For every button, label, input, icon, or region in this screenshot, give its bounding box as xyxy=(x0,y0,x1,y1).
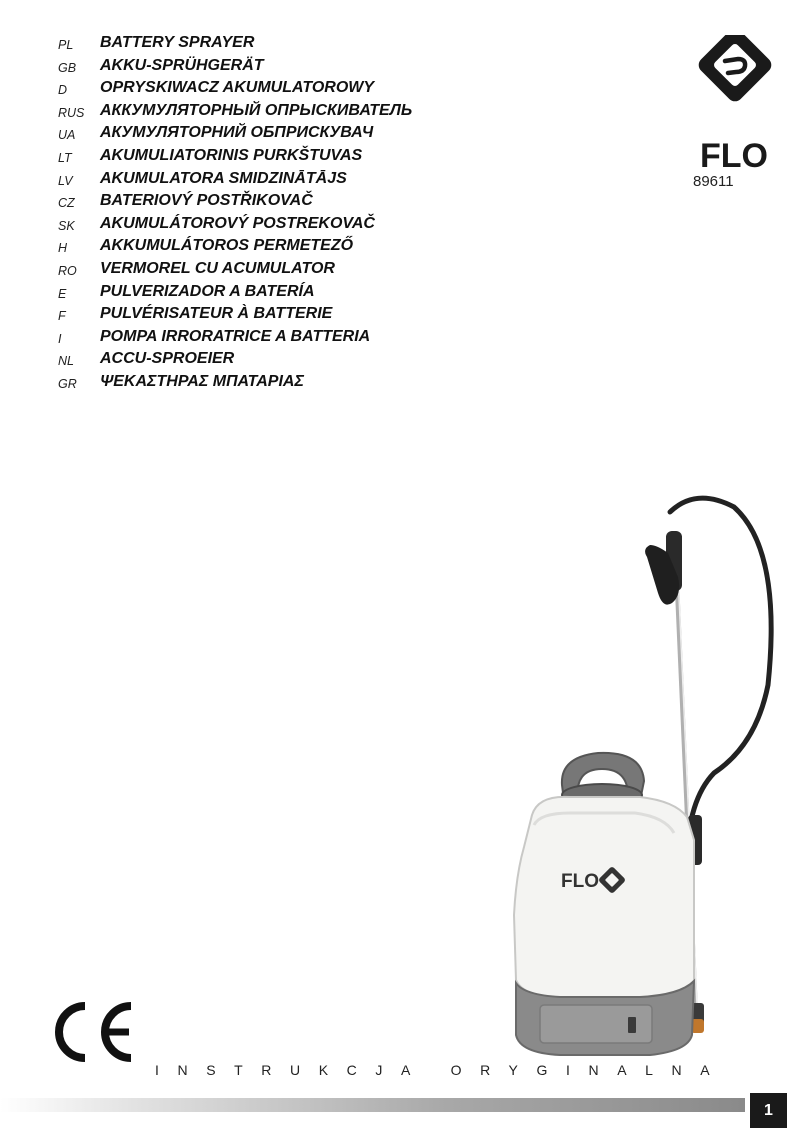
sprayer-image xyxy=(500,495,790,1065)
language-title: BATTERY SPRAYER xyxy=(100,34,255,51)
language-title: AKUMULATORA SMIDZINĀTĀJS xyxy=(100,169,347,187)
language-code: RO xyxy=(58,263,77,278)
ce-mark xyxy=(55,1000,145,1064)
language-title: ΨΕΚΑΣΤΗΡΑΣ ΜΠΑΤΑΡΙΑΣ xyxy=(100,372,304,390)
language-code: I xyxy=(58,331,62,346)
language-row xyxy=(58,124,518,147)
language-code: GR xyxy=(58,376,77,391)
language-code: LT xyxy=(58,150,72,165)
language-title: BATERIOVÝ POSTŘIKOVAČ xyxy=(100,192,313,210)
language-code: E xyxy=(58,286,67,301)
language-title: AKKU-SPRÜHGERÄT xyxy=(100,56,264,74)
language-title: ACCU-SPROEIER xyxy=(100,350,235,368)
sprayer-tank xyxy=(514,797,694,1000)
language-row xyxy=(58,260,518,283)
diamond-icon xyxy=(695,35,774,105)
language-title: OPRYSKIWACZ AKUMULATOROWY xyxy=(100,79,375,97)
language-row xyxy=(58,147,518,170)
language-row xyxy=(58,57,518,80)
language-title: AKUMULIATORINIS PURKŠTUVAS xyxy=(100,146,363,164)
language-title: AKUMULÁTOROVÝ POSTREKOVAČ xyxy=(100,214,375,232)
language-code: NL xyxy=(58,354,74,369)
language-title: АККУМУЛЯТОРНЫЙ ОПРЫСКИВАТЕЛЬ xyxy=(100,101,413,119)
brand-name: FLO xyxy=(700,137,768,175)
footer-bar xyxy=(0,1098,745,1112)
language-code: PL xyxy=(58,38,74,52)
language-code: F xyxy=(58,309,66,324)
language-row xyxy=(58,34,518,57)
language-row xyxy=(58,79,518,102)
page-number: 1 xyxy=(750,1093,787,1128)
flo-logo xyxy=(688,35,780,195)
language-code: CZ xyxy=(58,196,75,211)
language-code: GB xyxy=(58,60,77,75)
language-row xyxy=(58,102,518,125)
language-code: RUS xyxy=(58,105,85,120)
language-title: АКУМУЛЯТОРНИЙ ОБПРИСКУВАЧ xyxy=(100,124,374,142)
language-row xyxy=(58,192,518,215)
language-title: PULVERIZADOR A BATERÍA xyxy=(100,282,315,300)
model-number: 89611 xyxy=(693,173,734,190)
language-row xyxy=(58,328,518,351)
language-code: D xyxy=(58,83,68,98)
language-code: UA xyxy=(58,128,76,143)
language-title: AKKUMULÁTOROS PERMETEZŐ xyxy=(100,237,354,255)
language-title: VERMOREL CU ACUMULATOR xyxy=(100,259,335,277)
language-row xyxy=(58,305,518,328)
language-code: SK xyxy=(58,218,75,233)
footer-text: INSTRUKCJA ORYGINALNA xyxy=(155,1062,729,1078)
language-title: PULVÉRISATEUR À BATTERIE xyxy=(100,305,333,323)
language-row xyxy=(58,350,518,373)
language-title: POMPA IRRORATRICE A BATTERIA xyxy=(100,327,371,345)
language-row xyxy=(58,215,518,238)
language-list xyxy=(58,34,518,396)
language-row xyxy=(58,373,518,396)
language-row xyxy=(58,170,518,193)
language-row xyxy=(58,237,518,260)
language-code: H xyxy=(58,241,68,256)
language-code: LV xyxy=(58,173,73,188)
ce-mark-label: CE xyxy=(90,1025,110,1041)
tank-brand-label: FLO xyxy=(561,871,599,892)
language-row xyxy=(58,283,518,306)
